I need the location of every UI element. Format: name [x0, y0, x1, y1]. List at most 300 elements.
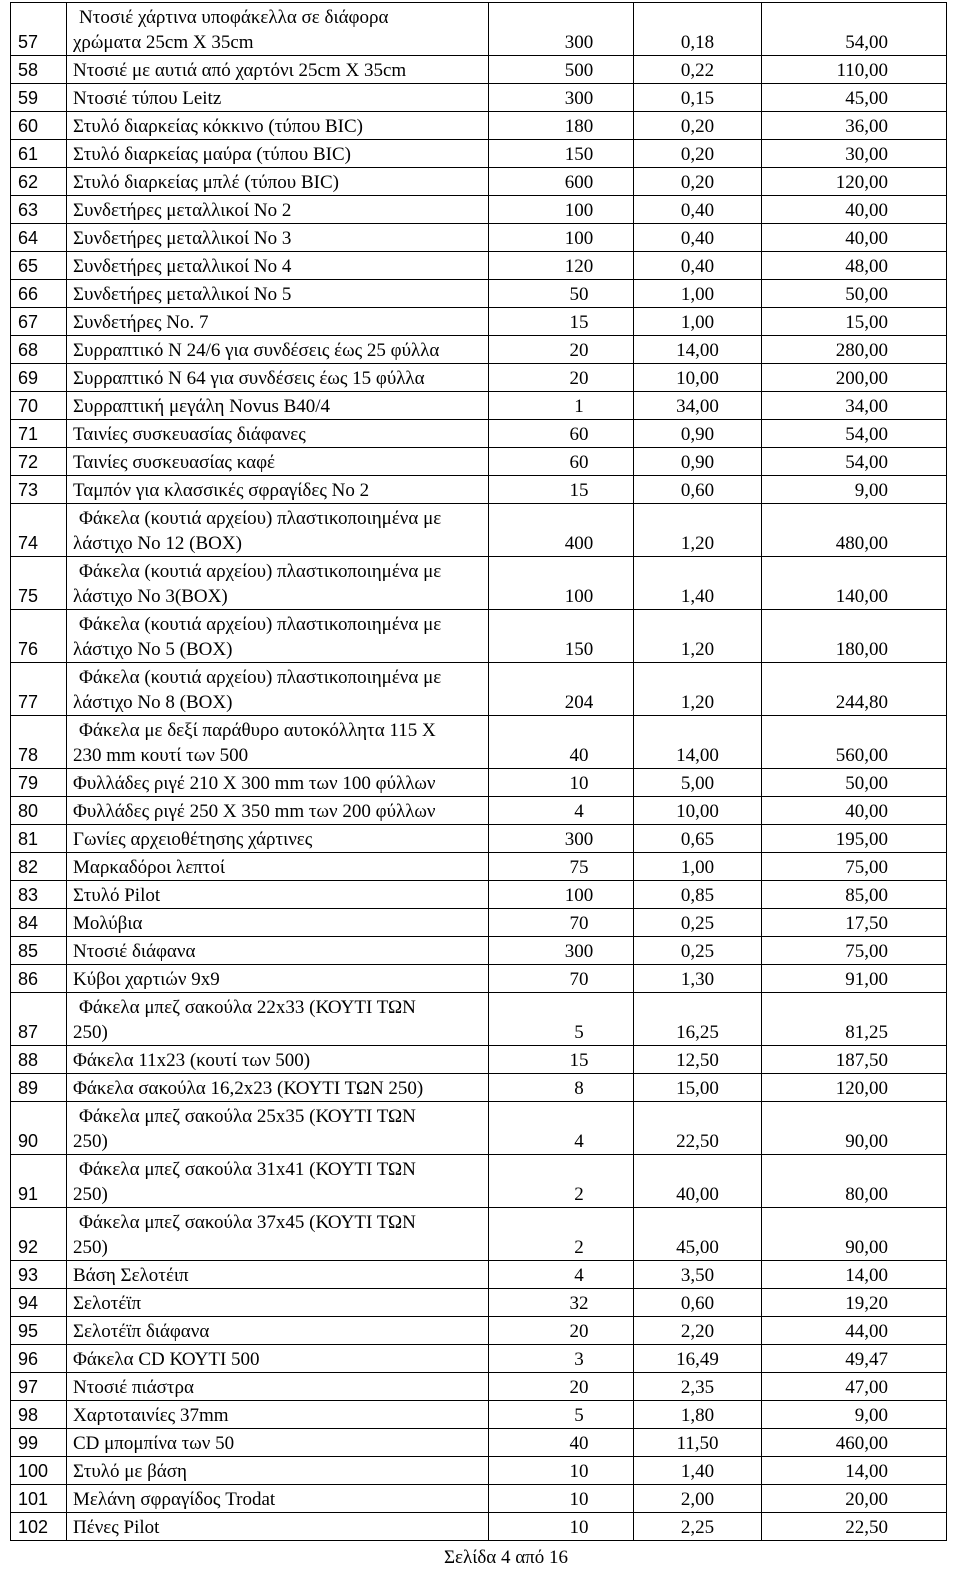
description-line: λάστιχο Νο 8 (BOX): [73, 692, 233, 713]
item-unit-price-cell: 0,60: [634, 476, 762, 504]
item-total-cell: 9,00: [762, 476, 947, 504]
item-unit-price-cell: 45,00: [634, 1208, 762, 1261]
item-number-cell: 81: [11, 825, 67, 853]
item-number-cell: 87: [11, 993, 67, 1046]
item-number-cell: 69: [11, 364, 67, 392]
item-description-cell: [67, 610, 489, 663]
item-unit-price-cell: 0,20: [634, 140, 762, 168]
item-number-cell: 93: [11, 1261, 67, 1289]
table-row: [11, 1155, 947, 1208]
item-number-cell: 57: [11, 3, 67, 56]
table-row: [11, 1457, 947, 1485]
description-line: Γωνίες αρχειοθέτησης χάρτινες: [73, 829, 313, 850]
item-number-cell: 67: [11, 308, 67, 336]
item-total-cell: 460,00: [762, 1429, 947, 1457]
item-unit-price-cell: 14,00: [634, 716, 762, 769]
item-number-cell: 89: [11, 1074, 67, 1102]
item-total-cell: 120,00: [762, 1074, 947, 1102]
item-quantity-cell: 10: [489, 1485, 634, 1513]
table-row: [11, 364, 947, 392]
page-number: Σελίδα 4 από 16: [443, 1547, 569, 1568]
item-description-cell: [67, 1429, 489, 1457]
item-quantity-cell: 100: [489, 557, 634, 610]
table-row: [11, 280, 947, 308]
item-number-cell: 59: [11, 84, 67, 112]
item-total-cell: 54,00: [762, 420, 947, 448]
description-line: Συρραπτικό Ν 64 για συνδέσεις έως 15 φύλλα: [73, 368, 425, 389]
item-description-cell: [67, 716, 489, 769]
item-unit-price-cell: 0,65: [634, 825, 762, 853]
item-quantity-cell: 20: [489, 364, 634, 392]
item-description-cell: [67, 336, 489, 364]
item-quantity-cell: 10: [489, 1457, 634, 1485]
table-row: [11, 196, 947, 224]
item-unit-price-cell: 0,40: [634, 252, 762, 280]
description-line: 250): [73, 1184, 108, 1205]
item-number-cell: 76: [11, 610, 67, 663]
description-line: Φυλλάδες ριγέ 210 Χ 300 mm των 100 φύλλων: [73, 773, 436, 794]
item-total-cell: 45,00: [762, 84, 947, 112]
description-line: χρώματα 25cm Χ 35cm: [73, 32, 254, 53]
item-quantity-cell: 20: [489, 1373, 634, 1401]
item-number-cell: 75: [11, 557, 67, 610]
item-total-cell: 54,00: [762, 448, 947, 476]
item-unit-price-cell: 1,00: [634, 280, 762, 308]
item-unit-price-cell: 1,30: [634, 965, 762, 993]
item-number-cell: 102: [11, 1513, 67, 1541]
item-description-cell: [67, 909, 489, 937]
item-description-cell: [67, 881, 489, 909]
item-number-cell: 86: [11, 965, 67, 993]
item-number-cell: 72: [11, 448, 67, 476]
item-unit-price-cell: 10,00: [634, 797, 762, 825]
item-quantity-cell: 100: [489, 881, 634, 909]
item-unit-price-cell: 10,00: [634, 364, 762, 392]
item-total-cell: 75,00: [762, 853, 947, 881]
table-row: [11, 881, 947, 909]
item-unit-price-cell: 0,40: [634, 196, 762, 224]
description-line: Συρραπτική μεγάλη Novus B40/4: [73, 396, 331, 417]
item-description-cell: [67, 1261, 489, 1289]
table-row: [11, 168, 947, 196]
item-unit-price-cell: 2,00: [634, 1485, 762, 1513]
item-quantity-cell: 40: [489, 716, 634, 769]
item-number-cell: 91: [11, 1155, 67, 1208]
item-description-cell: [67, 56, 489, 84]
table-row: [11, 476, 947, 504]
item-quantity-cell: 60: [489, 420, 634, 448]
description-line: Συνδετήρες Νο. 7: [73, 312, 209, 333]
table-row: [11, 1513, 947, 1541]
item-unit-price-cell: 16,25: [634, 993, 762, 1046]
description-line: 250): [73, 1022, 108, 1043]
item-description-cell: [67, 1401, 489, 1429]
item-total-cell: 54,00: [762, 3, 947, 56]
table-row: [11, 392, 947, 420]
item-total-cell: 49,47: [762, 1345, 947, 1373]
item-quantity-cell: 2: [489, 1155, 634, 1208]
item-description-cell: [67, 797, 489, 825]
table-row: [11, 853, 947, 881]
item-quantity-cell: 150: [489, 610, 634, 663]
table-row: [11, 797, 947, 825]
item-total-cell: 91,00: [762, 965, 947, 993]
item-quantity-cell: 300: [489, 84, 634, 112]
item-unit-price-cell: 0,25: [634, 937, 762, 965]
item-unit-price-cell: 0,18: [634, 3, 762, 56]
item-number-cell: 92: [11, 1208, 67, 1261]
item-total-cell: 75,00: [762, 937, 947, 965]
description-line: Ντοσιέ τύπου Leitz: [73, 88, 222, 109]
item-description-cell: [67, 364, 489, 392]
item-unit-price-cell: 1,00: [634, 308, 762, 336]
item-number-cell: 71: [11, 420, 67, 448]
item-description-cell: [67, 1513, 489, 1541]
item-description-cell: [67, 3, 489, 56]
description-line: Ντοσιέ χάρτινα υποφάκελλα σε διάφορα: [79, 7, 389, 28]
item-total-cell: 85,00: [762, 881, 947, 909]
item-total-cell: 30,00: [762, 140, 947, 168]
item-unit-price-cell: 0,15: [634, 84, 762, 112]
item-description-cell: [67, 1046, 489, 1074]
table-row: [11, 448, 947, 476]
item-quantity-cell: 300: [489, 937, 634, 965]
item-quantity-cell: 4: [489, 797, 634, 825]
item-quantity-cell: 15: [489, 1046, 634, 1074]
item-description-cell: [67, 308, 489, 336]
item-unit-price-cell: 0,25: [634, 909, 762, 937]
table-row: [11, 1074, 947, 1102]
table-row: [11, 1046, 947, 1074]
item-total-cell: 47,00: [762, 1373, 947, 1401]
item-number-cell: 63: [11, 196, 67, 224]
table-row: [11, 1485, 947, 1513]
item-unit-price-cell: 2,35: [634, 1373, 762, 1401]
item-unit-price-cell: 3,50: [634, 1261, 762, 1289]
item-total-cell: 195,00: [762, 825, 947, 853]
item-quantity-cell: 70: [489, 965, 634, 993]
table-row: [11, 308, 947, 336]
item-quantity-cell: 8: [489, 1074, 634, 1102]
item-quantity-cell: 10: [489, 1513, 634, 1541]
item-number-cell: 94: [11, 1289, 67, 1317]
description-line: Ντοσιέ διάφανα: [73, 941, 196, 962]
description-line: Φάκελα (κουτιά αρχείου) πλαστικοποιημένα με: [79, 561, 442, 582]
table-row: [11, 252, 947, 280]
table-row: [11, 1317, 947, 1345]
table-row: [11, 1401, 947, 1429]
item-description-cell: [67, 1457, 489, 1485]
description-line: Ταμπόν για κλασσικές σφραγίδες Νο 2: [73, 480, 370, 501]
item-quantity-cell: 500: [489, 56, 634, 84]
item-number-cell: 96: [11, 1345, 67, 1373]
item-description-cell: [67, 140, 489, 168]
item-unit-price-cell: 0,90: [634, 420, 762, 448]
table-row: [11, 1102, 947, 1155]
item-quantity-cell: 5: [489, 993, 634, 1046]
item-total-cell: 200,00: [762, 364, 947, 392]
item-quantity-cell: 20: [489, 336, 634, 364]
table-row: [11, 1429, 947, 1457]
table-row: [11, 716, 947, 769]
item-description-cell: [67, 663, 489, 716]
description-line: λάστιχο Νο 12 (BOX): [73, 533, 242, 554]
item-quantity-cell: 600: [489, 168, 634, 196]
item-description-cell: [67, 965, 489, 993]
item-number-cell: 100: [11, 1457, 67, 1485]
item-number-cell: 84: [11, 909, 67, 937]
item-number-cell: 65: [11, 252, 67, 280]
table-row: [11, 937, 947, 965]
description-line: Φάκελα (κουτιά αρχείου) πλαστικοποιημένα με: [79, 508, 442, 529]
item-unit-price-cell: 40,00: [634, 1155, 762, 1208]
table-row: [11, 420, 947, 448]
item-unit-price-cell: 0,60: [634, 1289, 762, 1317]
item-description-cell: [67, 853, 489, 881]
description-line: Ντοσιέ με αυτιά από χαρτόνι 25cm Χ 35cm: [73, 60, 407, 81]
item-description-cell: [67, 280, 489, 308]
description-line: 250): [73, 1131, 108, 1152]
description-line: Μολύβια: [73, 913, 143, 934]
description-line: Φάκελα μπεζ σακούλα 31x41 (ΚΟΥΤΙ ΤΩΝ: [79, 1159, 416, 1180]
item-total-cell: 244,80: [762, 663, 947, 716]
item-quantity-cell: 5: [489, 1401, 634, 1429]
item-unit-price-cell: 34,00: [634, 392, 762, 420]
item-quantity-cell: 20: [489, 1317, 634, 1345]
item-quantity-cell: 70: [489, 909, 634, 937]
description-line: Φάκελα σακούλα 16,2x23 (ΚΟΥΤΙ ΤΩΝ 250): [73, 1078, 424, 1099]
item-unit-price-cell: 0,85: [634, 881, 762, 909]
item-description-cell: [67, 769, 489, 797]
item-total-cell: 44,00: [762, 1317, 947, 1345]
item-total-cell: 81,25: [762, 993, 947, 1046]
item-description-cell: [67, 84, 489, 112]
item-quantity-cell: 4: [489, 1261, 634, 1289]
item-unit-price-cell: 1,20: [634, 504, 762, 557]
item-number-cell: 78: [11, 716, 67, 769]
description-line: Στυλό Pilot: [73, 885, 161, 906]
page-footer: [0, 1547, 960, 1569]
item-total-cell: 15,00: [762, 308, 947, 336]
description-line: Ταινίες συσκευασίας διάφανες: [73, 424, 306, 445]
items-table: [10, 2, 947, 1541]
description-line: CD μπομπίνα των 50: [73, 1433, 235, 1454]
item-number-cell: 58: [11, 56, 67, 84]
description-line: λάστιχο Νο 5 (BOX): [73, 639, 233, 660]
item-number-cell: 98: [11, 1401, 67, 1429]
item-unit-price-cell: 15,00: [634, 1074, 762, 1102]
table-row: [11, 663, 947, 716]
item-number-cell: 74: [11, 504, 67, 557]
table-row: [11, 336, 947, 364]
description-line: Ταινίες συσκευασίας καφέ: [73, 452, 276, 473]
table-row: [11, 993, 947, 1046]
item-number-cell: 99: [11, 1429, 67, 1457]
item-number-cell: 66: [11, 280, 67, 308]
item-unit-price-cell: 2,25: [634, 1513, 762, 1541]
item-description-cell: [67, 993, 489, 1046]
item-total-cell: 560,00: [762, 716, 947, 769]
table-row: [11, 909, 947, 937]
table-row: [11, 224, 947, 252]
item-total-cell: 90,00: [762, 1102, 947, 1155]
item-unit-price-cell: 11,50: [634, 1429, 762, 1457]
table-row: [11, 825, 947, 853]
description-line: Συρραπτικό Ν 24/6 για συνδέσεις έως 25 φύλλα: [73, 340, 440, 361]
description-line: Φάκελα μπεζ σακούλα 22x33 (ΚΟΥΤΙ ΤΩΝ: [79, 997, 416, 1018]
item-total-cell: 40,00: [762, 797, 947, 825]
description-line: Πένες Pilot: [73, 1517, 160, 1538]
item-total-cell: 36,00: [762, 112, 947, 140]
item-unit-price-cell: 2,20: [634, 1317, 762, 1345]
item-number-cell: 101: [11, 1485, 67, 1513]
item-unit-price-cell: 1,20: [634, 610, 762, 663]
item-number-cell: 83: [11, 881, 67, 909]
item-unit-price-cell: 22,50: [634, 1102, 762, 1155]
description-line: 230 mm κουτί των 500: [73, 745, 249, 766]
item-description-cell: [67, 112, 489, 140]
item-quantity-cell: 300: [489, 3, 634, 56]
item-total-cell: 140,00: [762, 557, 947, 610]
item-quantity-cell: 40: [489, 1429, 634, 1457]
item-unit-price-cell: 12,50: [634, 1046, 762, 1074]
item-quantity-cell: 400: [489, 504, 634, 557]
item-quantity-cell: 2: [489, 1208, 634, 1261]
item-number-cell: 85: [11, 937, 67, 965]
item-description-cell: [67, 1289, 489, 1317]
item-number-cell: 70: [11, 392, 67, 420]
item-quantity-cell: 50: [489, 280, 634, 308]
item-unit-price-cell: 14,00: [634, 336, 762, 364]
description-line: Συνδετήρες μεταλλικοί Νο 4: [73, 256, 292, 277]
item-number-cell: 62: [11, 168, 67, 196]
item-total-cell: 280,00: [762, 336, 947, 364]
item-unit-price-cell: 0,20: [634, 112, 762, 140]
table-row: [11, 504, 947, 557]
item-description-cell: [67, 448, 489, 476]
item-description-cell: [67, 252, 489, 280]
table-row: [11, 769, 947, 797]
item-number-cell: 64: [11, 224, 67, 252]
item-unit-price-cell: 1,00: [634, 853, 762, 881]
item-quantity-cell: 204: [489, 663, 634, 716]
item-quantity-cell: 300: [489, 825, 634, 853]
item-description-cell: [67, 1485, 489, 1513]
item-description-cell: [67, 557, 489, 610]
table-row: [11, 1208, 947, 1261]
description-line: Στυλό διαρκείας κόκκινο (τύπου BIC): [73, 116, 363, 137]
item-description-cell: [67, 476, 489, 504]
description-line: Κύβοι χαρτιών 9x9: [73, 969, 220, 990]
description-line: Φάκελα 11x23 (κουτί των 500): [73, 1050, 311, 1071]
description-line: Στυλό διαρκείας μπλέ (τύπου BIC): [73, 172, 339, 193]
item-description-cell: [67, 196, 489, 224]
description-line: Στυλό με βάση: [73, 1461, 187, 1482]
item-unit-price-cell: 0,22: [634, 56, 762, 84]
item-total-cell: 180,00: [762, 610, 947, 663]
table-row: [11, 84, 947, 112]
item-total-cell: 40,00: [762, 196, 947, 224]
item-description-cell: [67, 1345, 489, 1373]
item-number-cell: 79: [11, 769, 67, 797]
table-row: [11, 965, 947, 993]
item-total-cell: 187,50: [762, 1046, 947, 1074]
item-total-cell: 34,00: [762, 392, 947, 420]
item-total-cell: 48,00: [762, 252, 947, 280]
item-total-cell: 20,00: [762, 1485, 947, 1513]
item-description-cell: [67, 504, 489, 557]
item-quantity-cell: 1: [489, 392, 634, 420]
item-number-cell: 95: [11, 1317, 67, 1345]
item-number-cell: 90: [11, 1102, 67, 1155]
item-description-cell: [67, 1074, 489, 1102]
item-total-cell: 110,00: [762, 56, 947, 84]
item-number-cell: 73: [11, 476, 67, 504]
item-quantity-cell: 32: [489, 1289, 634, 1317]
description-line: Συνδετήρες μεταλλικοί Νο 3: [73, 228, 292, 249]
table-row: [11, 1289, 947, 1317]
item-unit-price-cell: 1,40: [634, 1457, 762, 1485]
item-unit-price-cell: 1,20: [634, 663, 762, 716]
description-line: Φάκελα με δεξί παράθυρο αυτοκόλλητα 115 Χ: [79, 720, 436, 741]
item-total-cell: 90,00: [762, 1208, 947, 1261]
item-total-cell: 80,00: [762, 1155, 947, 1208]
item-total-cell: 480,00: [762, 504, 947, 557]
item-number-cell: 68: [11, 336, 67, 364]
item-unit-price-cell: 1,40: [634, 557, 762, 610]
item-unit-price-cell: 1,80: [634, 1401, 762, 1429]
item-quantity-cell: 3: [489, 1345, 634, 1373]
item-total-cell: 50,00: [762, 280, 947, 308]
items-table-body: [11, 3, 947, 1541]
table-row: [11, 1345, 947, 1373]
item-number-cell: 97: [11, 1373, 67, 1401]
item-description-cell: [67, 168, 489, 196]
item-total-cell: 14,00: [762, 1261, 947, 1289]
item-unit-price-cell: 5,00: [634, 769, 762, 797]
item-number-cell: 80: [11, 797, 67, 825]
table-row: [11, 140, 947, 168]
description-line: Σελοτέϊπ: [73, 1293, 142, 1314]
item-number-cell: 88: [11, 1046, 67, 1074]
description-line: Φάκελα CD ΚΟΥΤΙ 500: [73, 1349, 260, 1370]
item-total-cell: 50,00: [762, 769, 947, 797]
item-total-cell: 17,50: [762, 909, 947, 937]
item-description-cell: [67, 1102, 489, 1155]
description-line: λάστιχο Νο 3(BOX): [73, 586, 228, 607]
table-row: [11, 1373, 947, 1401]
description-line: Φάκελα μπεζ σακούλα 37x45 (ΚΟΥΤΙ ΤΩΝ: [79, 1212, 416, 1233]
item-description-cell: [67, 1317, 489, 1345]
item-total-cell: 19,20: [762, 1289, 947, 1317]
table-row: [11, 557, 947, 610]
description-line: 250): [73, 1237, 108, 1258]
item-number-cell: 60: [11, 112, 67, 140]
item-number-cell: 82: [11, 853, 67, 881]
item-description-cell: [67, 1373, 489, 1401]
item-quantity-cell: 75: [489, 853, 634, 881]
item-quantity-cell: 15: [489, 308, 634, 336]
item-quantity-cell: 100: [489, 196, 634, 224]
item-number-cell: 61: [11, 140, 67, 168]
description-line: Φάκελα (κουτιά αρχείου) πλαστικοποιημένα με: [79, 667, 442, 688]
item-total-cell: 40,00: [762, 224, 947, 252]
item-quantity-cell: 4: [489, 1102, 634, 1155]
item-description-cell: [67, 1208, 489, 1261]
item-quantity-cell: 10: [489, 769, 634, 797]
description-line: Μελάνη σφραγίδος Trodat: [73, 1489, 276, 1510]
item-quantity-cell: 100: [489, 224, 634, 252]
